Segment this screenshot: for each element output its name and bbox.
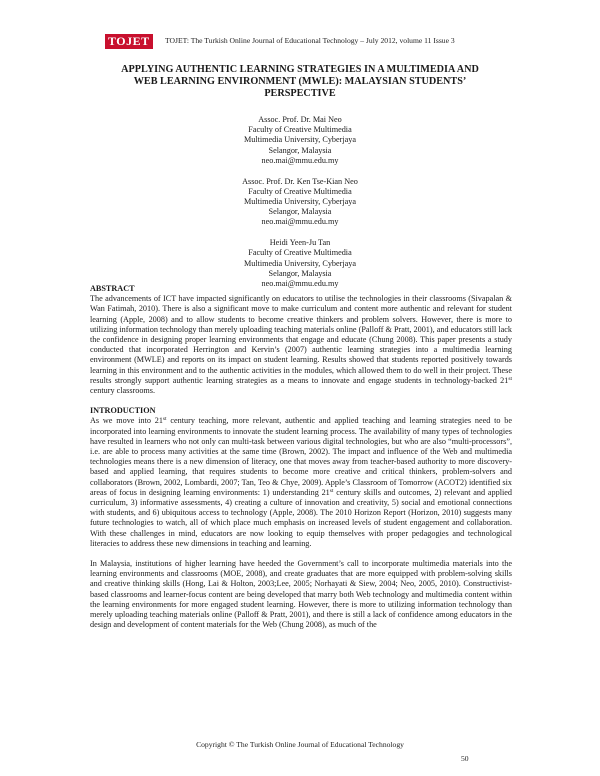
title-line: PERSPECTIVE [264,88,336,100]
abstract-text-part: century classrooms. [90,386,156,396]
journal-citation-line: TOJET: The Turkish Online Journal of Educational Technology – July 2012, volume 11 Issue 3 [165,36,455,45]
author-email: neo.mai@mmu.edu.my [261,155,339,165]
title-line: APPLYING AUTHENTIC LEARNING STRATEGIES IN A MULTIMEDIA AND [121,64,479,75]
author-faculty: Faculty of Creative Multimedia [248,125,352,135]
journal-header [105,34,500,50]
author-block [150,115,450,289]
paper-title [95,64,505,101]
copyright-footer: Copyright © The Turkish Online Journal of Educational Technology [196,740,404,749]
author-entry [150,177,450,228]
author-name: Heidi Yeen-Ju Tan [269,238,331,248]
superscript: st [508,375,512,382]
author-entry [150,115,450,166]
paragraph-text: century skills and outcomes, 2) relevant and applied curriculum, 3) informative assessments, 4) creating a culture of innovation and creativity, 5) social and emotional connections with students, and 6) ubiquitous access to technology (Apple, 2008). The 2010 Horizon Report (Horizon, 2010) suggests many future technologies to watch, all of which place much emphasis on increased levels of student engagement and collaboration. With these challenges in mind, educators are now looking to equip themselves with proper pedagogies and technological literacies to address these new dimensions in teaching and learning. [90,487,512,548]
abstract-text-part: The advancements of ICT have impacted significantly on educators to utilise the technologies in their classrooms (Sivapalan & Wan Fatimah, 2010). There is also a significant move to make curriculum and content more authentic and relevant for student learning (Apple, 2008) and to allow students to become creative thinkers and problem solvers. However, there is more to utilizing information technology than merely uploading teaching materials online (Palloff & Pratt, 2001), and educators still lack the confidence in designing proper learning environments that engage and educate (Chung 2008). This paper presents a study conducted that incorporated Herrington and Kervin’s (2007) authentic learning strategies into a multimedia learning environment (MWLE) and reports on its impact on student learning. Results showed that students reported positively towards learning in this environment and to the authentic activities in the modules, which allowed them to do well in their project. These results strongly support authentic learning strategies as a means to innovate and engage students in technology-backed 21 [90,294,512,385]
page-number: 50 [461,754,469,763]
paper-body [90,284,512,631]
author-faculty: Faculty of Creative Multimedia [248,186,352,196]
author-email: neo.mai@mmu.edu.my [261,217,339,227]
introduction-heading: INTRODUCTION [90,406,156,416]
paragraph-text: century teaching, more relevant, authentic and applied teaching and learning strategies need to be incorporated into learning environments to innovate the student learning process. The availability of many types of technologies have resulted in learners who not only can multi-task between various digital technologies, but who are also “multi-processors”, i.e. are able to process many activities at the same time (Brown, 2002). The impact and influence of the Web and multimedia technologies means there is a new dimension of literacy, one that moves away from teacher-based authority to more discovery-based and applied learning, that requires students to become more creative and critical thinkers, problem-solvers and collaborators (Brown, 2002, Lombardi, 2007; Tan, Teo & Chye, 2009). Apple’s Classroom of Tomorrow (ACOT2) identified six areas of focus in designing learning environments: 1) understanding 21 [90,416,512,497]
author-location: Selangor, Malaysia [268,145,332,155]
author-university: Multimedia University, Cyberjaya [243,197,357,207]
title-line: WEB LEARNING ENVIRONMENT (MWLE): MALAYSIAN STUDENTS’ [133,76,467,88]
author-entry [150,238,450,289]
author-name: Assoc. Prof. Dr. Ken Tse-Kian Neo [242,176,358,186]
abstract-heading: ABSTRACT [90,284,135,293]
abstract-text [90,294,512,396]
author-name: Assoc. Prof. Dr. Mai Neo [258,115,342,124]
author-faculty: Faculty of Creative Multimedia [248,248,352,258]
author-university: Multimedia University, Cyberjaya [243,258,357,268]
superscript: st [329,487,334,494]
author-location: Selangor, Malaysia [268,268,332,278]
journal-logo: TOJET [105,34,153,49]
author-email: neo.mai@mmu.edu.my [261,279,339,289]
author-university: Multimedia University, Cyberjaya [243,135,357,145]
paragraph-text: As we move into 21 [90,416,163,426]
introduction-paragraph-2: In Malaysia, institutions of higher learning have heeded the Government’s call to incorporate multimedia materials into the learning environments and classrooms (MOE, 2008), and create graduates that are more equipped with problem-solving skills and creative thinking skills (Hong, Lai & Holton, 2003;Lee, 2005; Norhayati & Siew, 2004; Neo, 2005, 2010). Constructivist-based classrooms and learner-focus content are being developed that marry both Web technology and multimedia content within the learning environments for more engaged student learning. However, there is more to utilizing information technology than merely uploading teaching materials online (Palloff & Pratt, 2001), and there is still a lack of confidence among educators in the design and development of content materials for the Web (Chung 2008), as much of the [90,559,512,630]
introduction-paragraph-1 [90,416,512,549]
superscript: st [162,416,167,423]
author-location: Selangor, Malaysia [268,207,332,217]
